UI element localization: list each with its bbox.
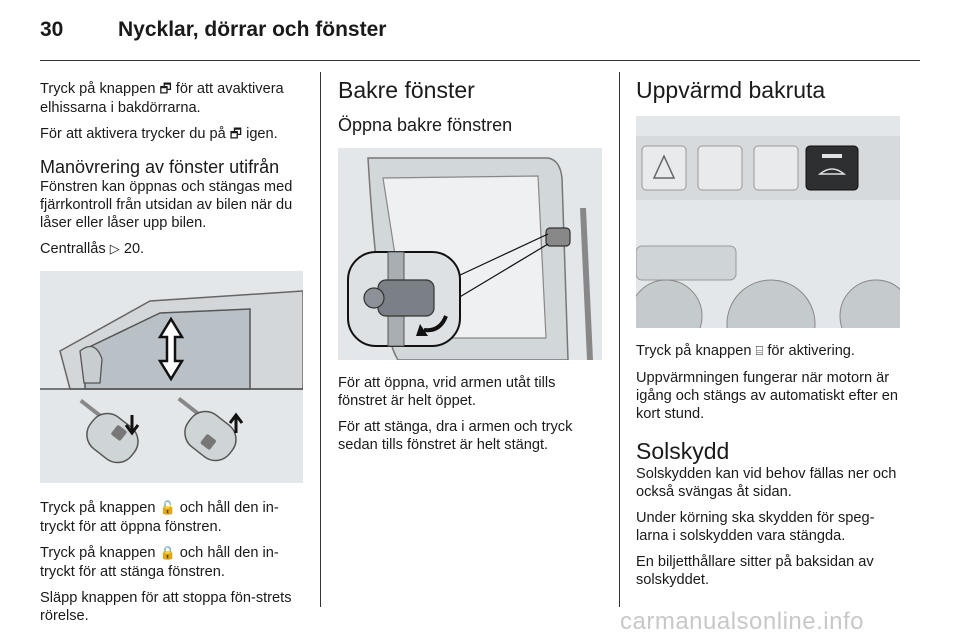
paragraph-activate-heating: Tryck på knappen ⌸ för aktivering. xyxy=(636,343,855,359)
paragraph-open-rear: För att öppna, vrid armen utåt tills fönstret är helt öppet. xyxy=(338,375,556,409)
paragraph-close-rear: För att stänga, dra i armen och tryck sedan tills fönstret är helt stängt. xyxy=(338,419,573,453)
column-divider xyxy=(320,72,321,607)
column-middle xyxy=(338,70,602,462)
paragraph-visor-mirror: Under körning ska skydden för speg-larna i solskydden vara stängda. xyxy=(636,510,875,544)
window-lock-icon: 🗗 xyxy=(159,82,172,97)
paragraph-activate: För att aktivera trycker du på 🗗 igen. xyxy=(40,126,278,142)
reference-arrow-icon: ▷ xyxy=(109,242,120,257)
page-number: 30 xyxy=(40,18,64,41)
rear-window-heating-icon: ⌸ xyxy=(755,344,764,359)
window-lock-icon: 🗗 xyxy=(229,127,243,142)
paragraph-ticket-holder: En biljetthållare sitter på baksidan av solskyddet. xyxy=(636,554,874,588)
paragraph-deactivate: Tryck på knappen 🗗 för att avaktivera elhissarna i bakdörrarna. xyxy=(40,81,284,116)
paragraph-remote-info: Fönstren kan öppnas och stängas med fjärrkontroll från utsidan av bilen när du låser eller låser upp bilen. xyxy=(40,179,293,231)
paragraph-central-lock: Centrallås ▷ 20. xyxy=(40,241,145,257)
watermark: carmanualsonline.info xyxy=(620,608,864,635)
column-left xyxy=(40,70,303,633)
paragraph-close-windows: Tryck på knappen 🔒 och håll den in-tryckt för att stänga fönstren. xyxy=(40,545,279,580)
page-header xyxy=(40,16,920,60)
remote-window-illustration xyxy=(40,271,303,483)
paragraph-release-button: Släpp knappen för att stoppa fön-strets rörelse. xyxy=(40,590,292,624)
header-divider xyxy=(40,60,920,61)
dashboard-buttons-illustration xyxy=(636,116,900,328)
section-heading-heated-rear-window: Uppvärmd bakruta xyxy=(636,77,826,103)
column-right xyxy=(636,70,902,597)
section-heading-remote-windows: Manövrering av fönster utifrån xyxy=(40,157,280,177)
rear-window-latch-illustration xyxy=(338,148,602,360)
paragraph-heating-info: Uppvärmningen fungerar när motorn är igång och stängs av automatiskt efter en kort stund. xyxy=(636,370,899,422)
paragraph-open-windows: Tryck på knappen 🔓 och håll den in-tryckt för att öppna fönstren. xyxy=(40,500,279,535)
column-divider xyxy=(619,72,620,607)
remote-unlock-icon: 🔓 xyxy=(159,501,176,516)
page-title: Nycklar, dörrar och fönster xyxy=(118,18,387,41)
remote-lock-icon: 🔒 xyxy=(159,546,176,561)
section-heading-rear-windows: Bakre fönster xyxy=(338,77,475,103)
subheading-open-rear-windows: Öppna bakre fönstren xyxy=(338,115,513,135)
page-reference-link[interactable]: 20. xyxy=(123,241,145,257)
paragraph-visor-fold: Solskydden kan vid behov fällas ner och också svängas åt sidan. xyxy=(636,466,897,500)
section-heading-sun-visor: Solskydd xyxy=(636,438,730,464)
